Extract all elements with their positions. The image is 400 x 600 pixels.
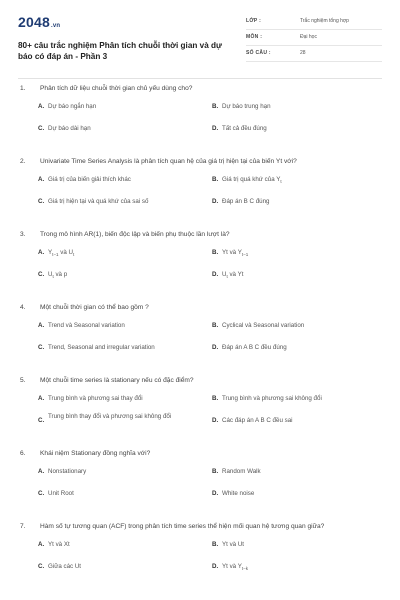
option-text-main: Dự báo dài hạn	[48, 125, 91, 132]
option-letter: D.	[212, 490, 219, 497]
option-text	[48, 103, 198, 111]
answer-option-a[interactable]	[28, 390, 198, 408]
option-subscript: t−1	[241, 252, 249, 258]
option-subscript: t	[226, 274, 228, 280]
option-text-main: Yt và Xt	[48, 541, 70, 548]
question-number: 6.	[20, 450, 26, 457]
answer-option-d[interactable]	[202, 339, 380, 357]
option-text	[48, 563, 198, 571]
option-text	[222, 103, 372, 111]
option-letter: D.	[212, 271, 219, 278]
answer-option-b[interactable]	[202, 317, 380, 335]
option-text	[48, 490, 198, 498]
option-text	[222, 417, 372, 425]
option-letter: C.	[38, 417, 45, 424]
question-text: Univariate Time Series Analysis là phân tích quan hệ của giá trị hiện tại của biến Yt với?	[40, 158, 297, 165]
option-text	[222, 344, 372, 352]
option-text	[48, 541, 198, 549]
option-letter: A.	[38, 322, 45, 329]
option-letter: C.	[38, 198, 45, 205]
option-text-main: Dự báo trung hạn	[222, 103, 271, 110]
info-row-class	[246, 14, 382, 30]
document-title: 80+ câu trắc nghiệm Phân tích chuỗi thời gian và dự báo có đáp án - Phần 3	[18, 41, 222, 61]
question-number: 4.	[20, 304, 26, 311]
page-header	[18, 14, 382, 72]
option-text-main: Trung bình thay đổi và phương sai không đổi	[48, 413, 172, 420]
option-text-main: Trend, Seasonal and irregular variation	[48, 344, 155, 351]
option-text-main: Tất cả đều đúng	[222, 125, 267, 132]
option-letter: C.	[38, 125, 45, 132]
option-subscript: t	[280, 179, 282, 185]
info-label: MÔN :	[246, 34, 263, 40]
option-text	[48, 413, 198, 421]
answer-option-a[interactable]	[28, 171, 198, 189]
question-number: 5.	[20, 377, 26, 384]
answer-option-c[interactable]	[28, 339, 198, 357]
option-text-main: Đáp án A B C đều đúng	[222, 344, 287, 351]
option-letter: D.	[212, 563, 219, 570]
option-text	[48, 322, 198, 330]
option-text	[48, 249, 198, 259]
answer-option-a[interactable]	[28, 536, 198, 554]
answer-option-d[interactable]	[202, 120, 380, 138]
option-text-tail: và U	[58, 249, 73, 256]
option-subscript: t−1	[52, 252, 59, 258]
option-text-main: Giữa các Ut	[48, 563, 82, 570]
option-letter: C.	[38, 490, 45, 497]
question-text: Một chuỗi thời gian có thể bao gồm ?	[40, 304, 149, 311]
answer-option-d[interactable]	[202, 266, 380, 284]
info-row-count	[246, 46, 382, 62]
answer-option-a[interactable]	[28, 317, 198, 335]
option-text	[222, 322, 372, 330]
option-text	[48, 176, 198, 184]
option-letter: D.	[212, 344, 219, 351]
option-text	[48, 468, 198, 476]
option-text-main: Y	[48, 249, 53, 256]
answer-option-a[interactable]	[28, 244, 198, 262]
question-number: 2.	[20, 158, 26, 165]
option-letter: A.	[38, 249, 45, 256]
option-letter: B.	[212, 249, 219, 256]
question-number: 7.	[20, 523, 26, 530]
answer-option-c[interactable]	[28, 485, 198, 503]
header-divider	[18, 78, 382, 79]
option-text	[48, 125, 198, 133]
option-text-main: Giá trị quá khứ của Y	[222, 176, 281, 183]
question-number: 1.	[20, 85, 26, 92]
answer-option-b[interactable]	[202, 463, 380, 481]
answer-option-c[interactable]	[28, 120, 198, 138]
option-subscript: t	[72, 252, 75, 258]
info-label: SỐ CÂU :	[246, 50, 271, 56]
question-text: Khái niệm Stationary đồng nghĩa với?	[40, 450, 151, 457]
option-subscript: t−k	[241, 566, 248, 572]
option-text-main: Các đáp án A B C đều sai	[222, 417, 293, 424]
answer-option-d[interactable]	[202, 485, 380, 503]
option-letter: B.	[212, 103, 219, 110]
answer-option-b[interactable]	[202, 171, 380, 189]
option-text	[222, 541, 372, 549]
option-text-tail: và p	[53, 271, 68, 278]
info-value: 28	[300, 50, 306, 56]
question-text: Phân tích dữ liệu chuỗi thời gian chủ yếu dùng cho?	[40, 85, 193, 92]
question-text: Hàm số tự tương quan (ACF) trong phân tích time series thể hiện mối quan hệ tương quan giữa?	[40, 523, 325, 530]
logo-main-text: 2048	[18, 14, 50, 30]
question-text: Một chuỗi time series là stationary nếu có đặc điểm?	[40, 377, 194, 384]
answer-option-d[interactable]	[202, 412, 380, 430]
exam-info-panel	[246, 14, 382, 62]
option-text-tail: và Yt	[227, 271, 244, 278]
option-letter: A.	[38, 541, 45, 548]
option-text	[48, 198, 198, 206]
option-text-main: Yt và Y	[222, 563, 242, 570]
option-text	[222, 176, 372, 186]
option-text-main: White noise	[222, 490, 255, 497]
option-text	[222, 395, 372, 403]
option-text	[222, 249, 372, 259]
option-text-main: Dự báo ngắn hạn	[48, 103, 97, 110]
option-text-main: Trung bình và phương sai thay đổi	[48, 395, 143, 402]
option-text-main: Nonstationary	[48, 468, 87, 475]
option-letter: A.	[38, 176, 45, 183]
option-letter: B.	[212, 322, 219, 329]
option-text	[222, 125, 372, 133]
option-text-main: Giá trị hiện tại và quá khứ của sai số	[48, 198, 149, 205]
option-letter: A.	[38, 468, 45, 475]
option-text-main: Giá trị của biến giải thích khác	[48, 176, 131, 183]
site-logo[interactable]	[18, 14, 60, 30]
option-letter: B.	[212, 541, 219, 548]
option-letter: C.	[38, 271, 45, 278]
logo-domain-text: .vn	[50, 23, 61, 29]
info-row-subject	[246, 30, 382, 46]
option-text	[222, 198, 372, 206]
option-text-main: Trend và Seasonal variation	[48, 322, 125, 329]
option-text-main: U	[222, 271, 227, 278]
option-letter: D.	[212, 417, 219, 424]
option-text-main: Cyclical và Seasonal variation	[222, 322, 305, 329]
option-letter: D.	[212, 125, 219, 132]
answer-option-b[interactable]	[202, 536, 380, 554]
option-text-main: Yt và Ut	[222, 541, 245, 548]
answer-option-b[interactable]	[202, 390, 380, 408]
answer-option-d[interactable]	[202, 558, 380, 576]
option-text	[48, 395, 198, 403]
answer-option-a[interactable]	[28, 98, 198, 116]
answer-option-b[interactable]	[202, 244, 380, 262]
answer-option-c[interactable]	[28, 412, 198, 430]
option-letter: B.	[212, 468, 219, 475]
answer-option-d[interactable]	[202, 193, 380, 211]
option-text	[222, 563, 372, 573]
answer-option-a[interactable]	[28, 463, 198, 481]
option-text	[222, 468, 372, 476]
option-letter: C.	[38, 344, 45, 351]
option-text-main: U	[48, 271, 53, 278]
option-text-main: Yt và Y	[222, 249, 242, 256]
info-value: Đại học	[300, 34, 317, 40]
option-text-main: Trung bình và phương sai không đổi	[222, 395, 322, 402]
option-letter: C.	[38, 563, 45, 570]
answer-option-c[interactable]	[28, 558, 198, 576]
info-label: LỚP :	[246, 18, 262, 24]
option-letter: B.	[212, 176, 219, 183]
option-text	[48, 344, 198, 352]
option-text-main: Random Walk	[222, 468, 261, 475]
info-value: Trắc nghiệm tổng hợp	[300, 18, 349, 24]
option-text-main: Đáp án B C đúng	[222, 198, 270, 205]
option-letter: B.	[212, 395, 219, 402]
option-text	[222, 490, 372, 498]
answer-option-c[interactable]	[28, 266, 198, 284]
answer-option-c[interactable]	[28, 193, 198, 211]
question-number: 3.	[20, 231, 26, 238]
option-subscript: t	[52, 274, 54, 280]
answer-option-b[interactable]	[202, 98, 380, 116]
option-letter: A.	[38, 103, 45, 110]
option-text-main: Unit Root	[48, 490, 74, 497]
option-letter: A.	[38, 395, 45, 402]
option-text	[222, 271, 372, 281]
option-text	[48, 271, 198, 281]
question-text: Trong mô hình AR(1), biến độc lập và biến phụ thuộc lần lượt là?	[40, 231, 230, 238]
option-letter: D.	[212, 198, 219, 205]
